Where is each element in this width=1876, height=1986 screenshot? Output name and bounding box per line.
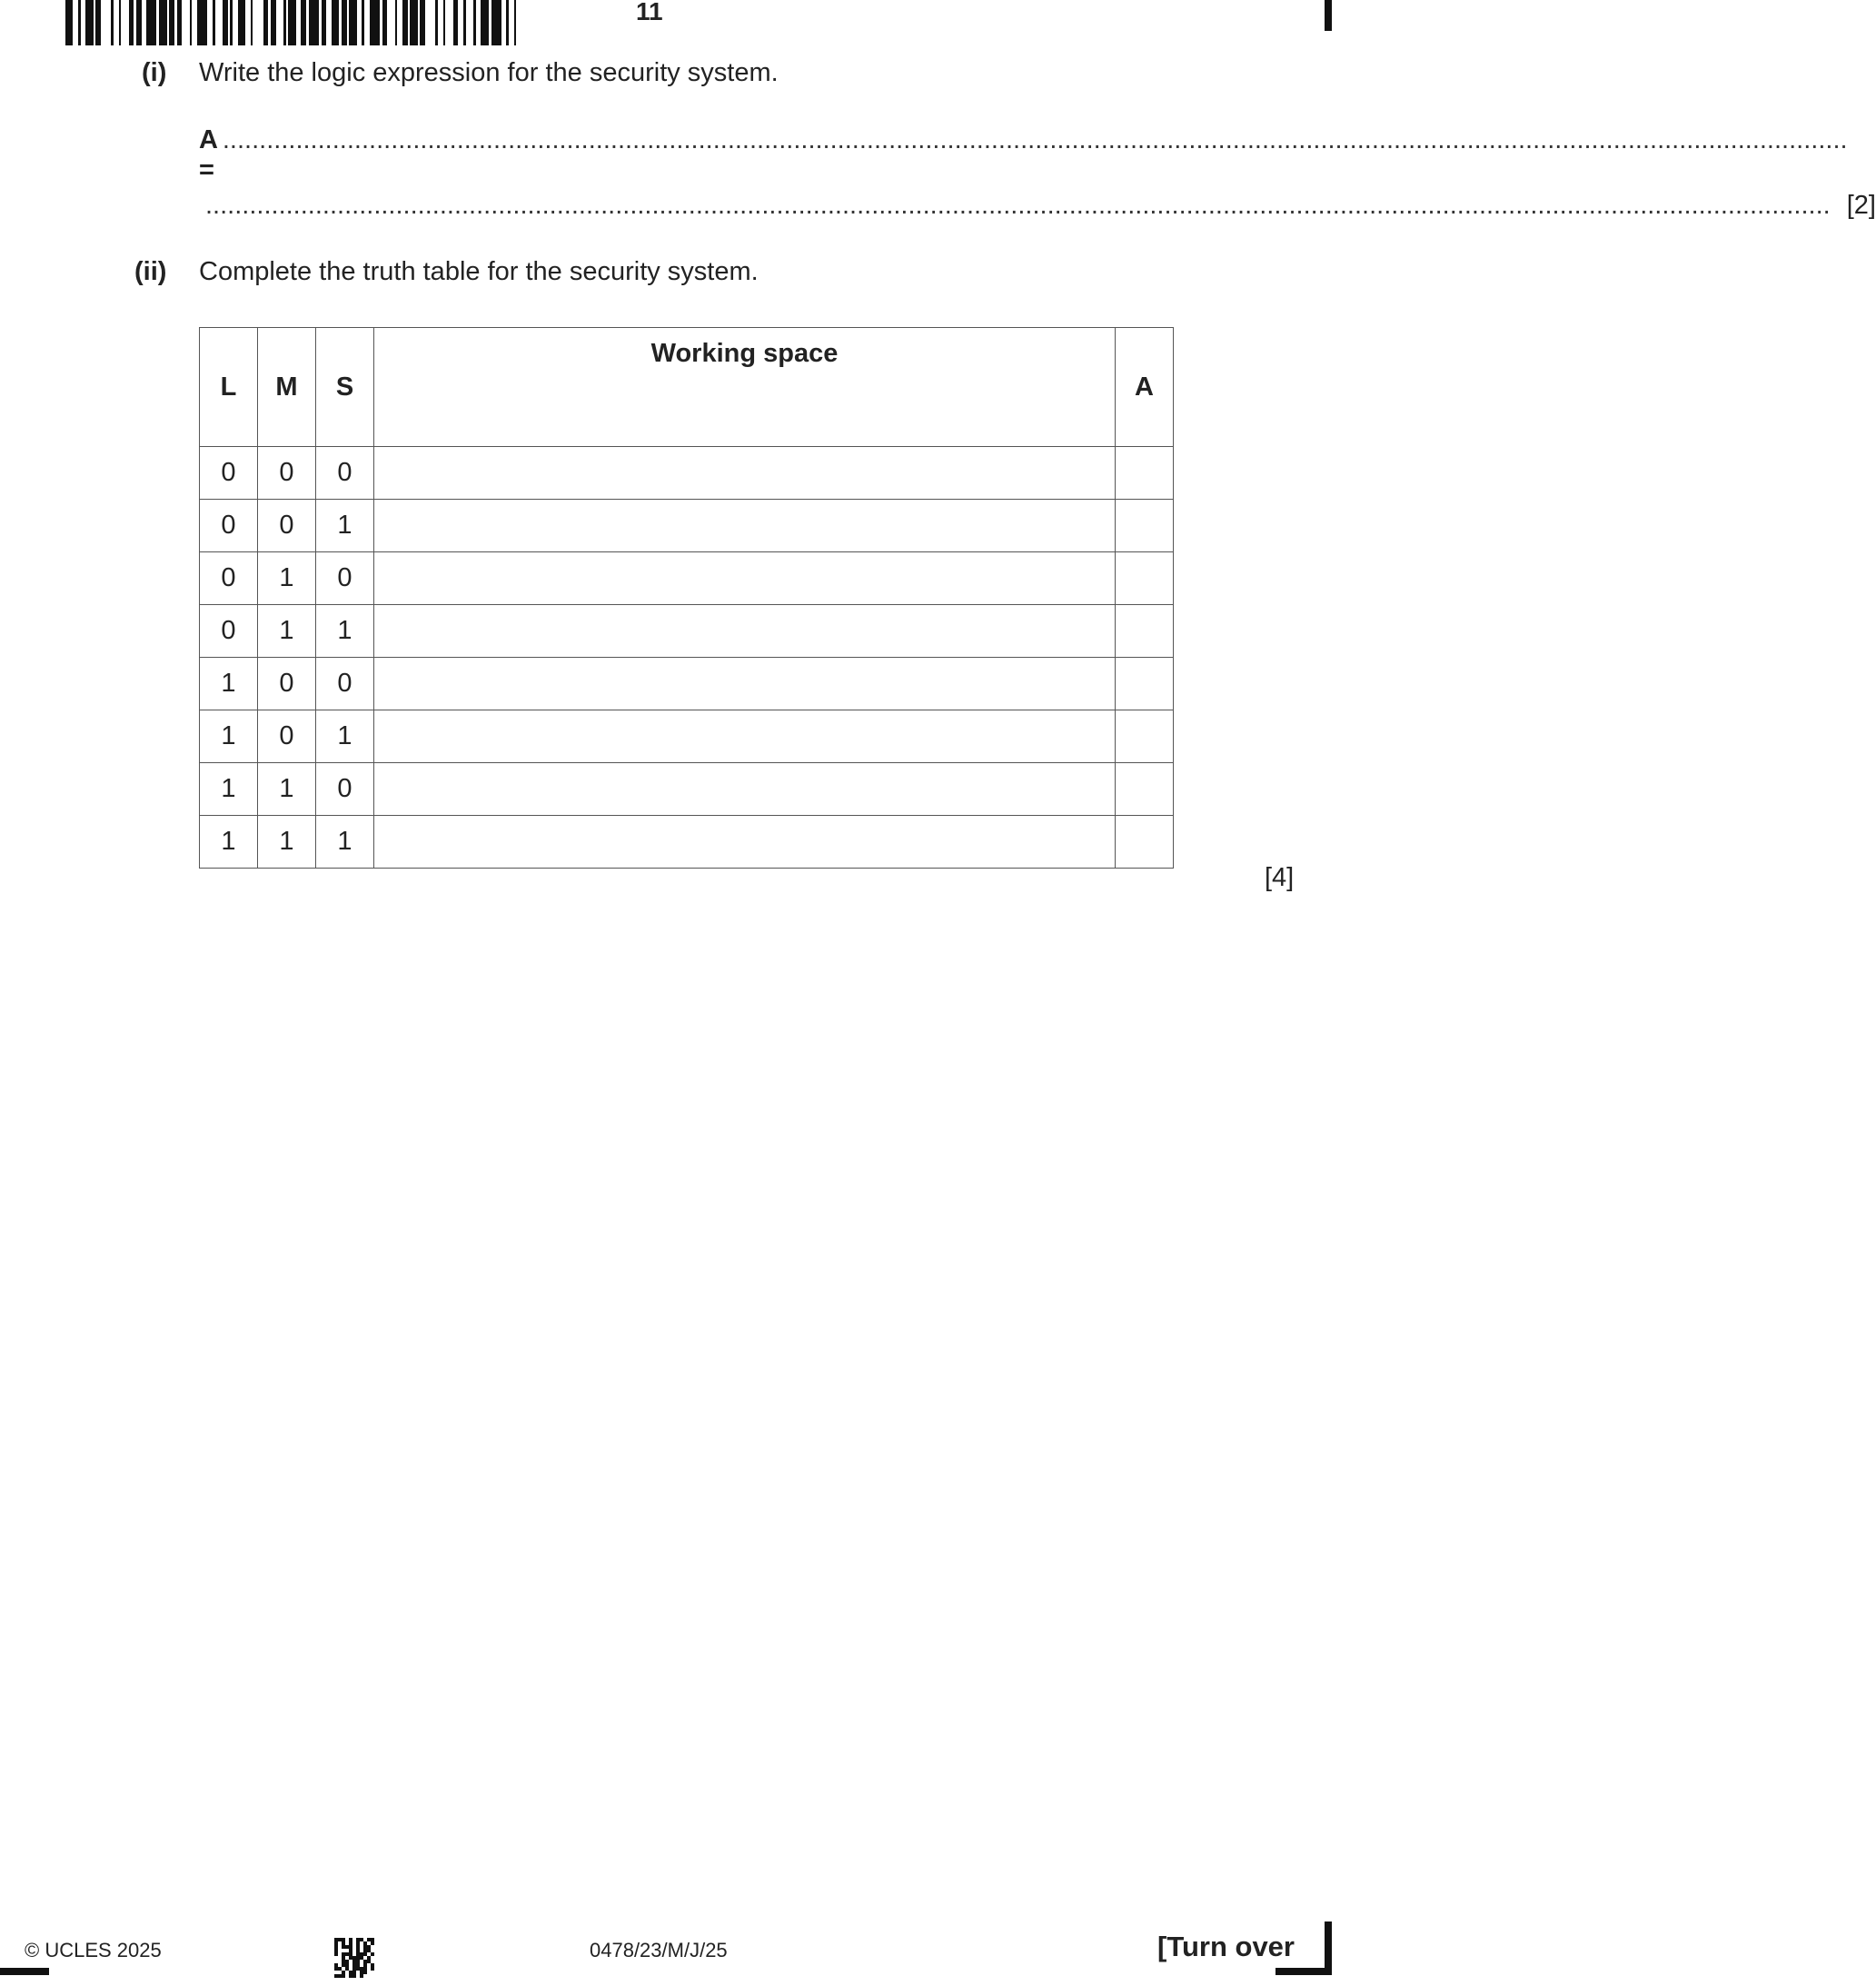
input-m-cell: 1 [258, 763, 316, 816]
truth-table-row [200, 500, 1174, 552]
working-space-cell[interactable] [374, 763, 1116, 816]
output-a-cell[interactable] [1116, 710, 1174, 763]
truth-table-header-row [200, 328, 1174, 447]
truth-table-row [200, 552, 1174, 605]
truth-table-row [200, 447, 1174, 500]
input-l-cell: 0 [200, 552, 258, 605]
input-l-cell: 1 [200, 816, 258, 869]
truth-table-row [200, 763, 1174, 816]
input-l-cell: 1 [200, 763, 258, 816]
input-s-cell: 0 [316, 658, 374, 710]
input-l-cell: 0 [200, 500, 258, 552]
output-a-cell[interactable] [1116, 552, 1174, 605]
answer-prefix-a: A = [199, 125, 217, 184]
input-m-cell: 0 [258, 710, 316, 763]
working-space-cell[interactable] [374, 500, 1116, 552]
working-space-cell[interactable] [374, 605, 1116, 658]
part-i-label: (i) [142, 58, 167, 87]
part-ii-marks: [4] [1265, 863, 1295, 892]
output-a-cell[interactable] [1116, 658, 1174, 710]
input-l-cell: 0 [200, 605, 258, 658]
truth-table-row [200, 816, 1174, 869]
part-ii-question: Complete the truth table for the security system. [199, 257, 759, 286]
answer-line-1 [199, 125, 1848, 185]
turn-over-label: [Turn over [1157, 1931, 1295, 1962]
input-m-cell: 1 [258, 816, 316, 869]
input-s-cell: 1 [316, 605, 374, 658]
input-m-cell: 0 [258, 447, 316, 500]
input-l-cell: 1 [200, 658, 258, 710]
paper-code: 0478/23/M/J/25 [590, 1939, 728, 1961]
output-a-cell[interactable] [1116, 447, 1174, 500]
input-s-cell: 0 [316, 763, 374, 816]
corner-mark-top-right [1325, 0, 1332, 31]
input-m-cell: 0 [258, 500, 316, 552]
corner-mark-bottom-right-horizontal [1275, 1968, 1332, 1975]
part-i-marks: [2] [1846, 191, 1876, 220]
part-i-question: Write the logic expression for the security system. [199, 58, 779, 87]
truth-table-row [200, 658, 1174, 710]
truth-table [199, 327, 1174, 869]
input-s-cell: 1 [316, 816, 374, 869]
header-l: L [200, 328, 258, 447]
page-number: 11 [636, 0, 663, 25]
output-a-cell[interactable] [1116, 763, 1174, 816]
working-space-cell[interactable] [374, 710, 1116, 763]
input-s-cell: 0 [316, 447, 374, 500]
input-l-cell: 0 [200, 447, 258, 500]
truth-table-row [200, 605, 1174, 658]
qr-code [334, 1938, 374, 1978]
working-space-cell[interactable] [374, 816, 1116, 869]
barcode [65, 0, 525, 45]
input-s-cell: 1 [316, 710, 374, 763]
working-space-cell[interactable] [374, 447, 1116, 500]
output-a-cell[interactable] [1116, 500, 1174, 552]
answer-dotted-line-2[interactable]: .............................................................................................................................................................................................................................. [205, 191, 1831, 220]
input-m-cell: 1 [258, 605, 316, 658]
output-a-cell[interactable] [1116, 816, 1174, 869]
input-s-cell: 1 [316, 500, 374, 552]
working-space-cell[interactable] [374, 552, 1116, 605]
copyright-notice: © UCLES 2025 [25, 1939, 162, 1961]
working-space-cell[interactable] [374, 658, 1116, 710]
header-working-space: Working space [374, 328, 1116, 447]
answer-line-2 [205, 191, 1876, 221]
output-a-cell[interactable] [1116, 605, 1174, 658]
input-m-cell: 0 [258, 658, 316, 710]
header-s: S [316, 328, 374, 447]
input-m-cell: 1 [258, 552, 316, 605]
header-a: A [1116, 328, 1174, 447]
input-l-cell: 1 [200, 710, 258, 763]
part-ii-label: (ii) [134, 257, 167, 286]
answer-dotted-line[interactable]: .............................................................................................................................................................................................................................. [222, 125, 1848, 154]
corner-mark-bottom-left [0, 1968, 49, 1975]
header-m: M [258, 328, 316, 447]
input-s-cell: 0 [316, 552, 374, 605]
truth-table-row [200, 710, 1174, 763]
